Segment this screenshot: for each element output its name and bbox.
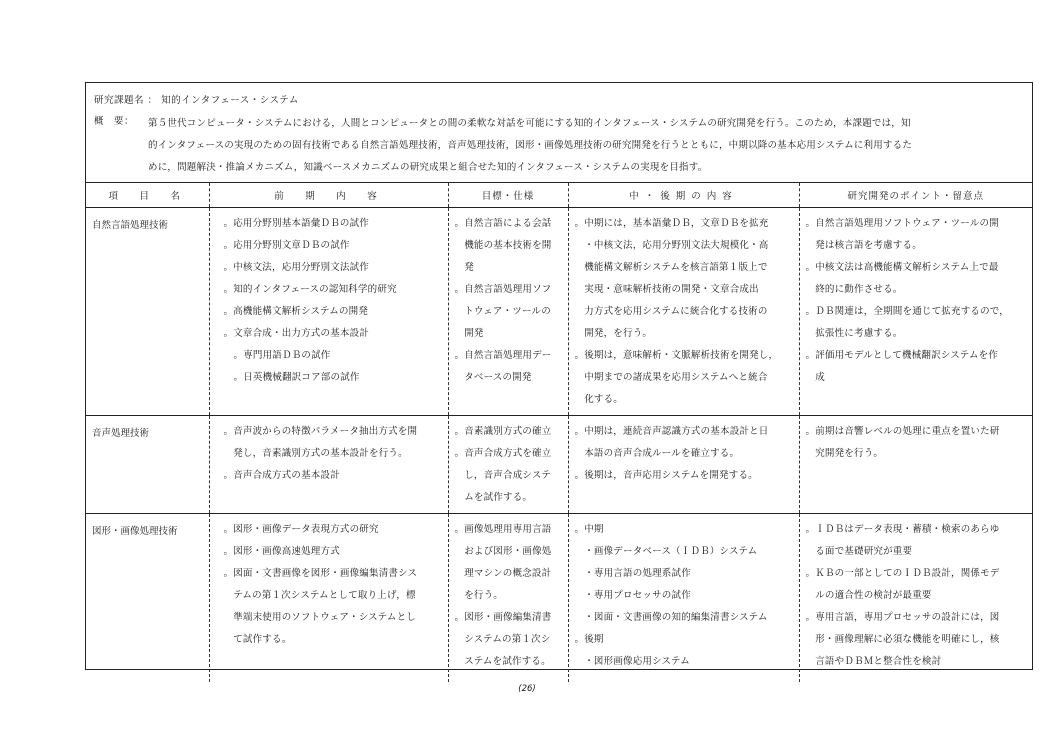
early-content-line: 。音声波からの特徴パラメータ抽出方式を開 — [223, 426, 418, 437]
later-content-line: 力方式を応用システムに統合化する技術の — [574, 306, 768, 317]
early-content-line: 準端末使用のソフトウェア・システムとし — [223, 612, 416, 623]
early-content-line: 。中核文法，応用分野別文法試作 — [223, 262, 370, 273]
target-spec-line: 。図形・画像編集清書 — [454, 612, 552, 623]
later-content-cell — [568, 416, 799, 514]
target-spec-cell — [448, 208, 568, 416]
key-points-cell — [799, 514, 1032, 682]
later-content-line: 。中期 — [574, 524, 604, 535]
table-row — [86, 514, 1032, 682]
target-spec-line: タベースの開発 — [454, 372, 532, 383]
key-points-line: 発は核言語を考慮する。 — [805, 240, 922, 251]
research-title-value: 知的インタフェース・システム — [161, 95, 299, 106]
col-header-early: 前 期 内 容 — [209, 183, 448, 208]
overview-line: 第５世代コンピュータ・システムにおける，人間とコンピュータとの間の柔軟な対話を可能にする知的インタフェース・システムの研究開発を行う。このため，本課題では，知 — [148, 118, 911, 129]
later-content-line: 。中期には，基本語彙ＤＢ，文章ＤＢを拡充 — [574, 218, 769, 229]
target-spec-cell — [448, 514, 568, 682]
key-points-line: 言語やＤＢＭと整合性を検討 — [805, 656, 942, 667]
later-content-line: ・図形画像応用システム — [574, 656, 690, 667]
later-content-line: 実現・意味解析技術の開発・文章合成出 — [574, 284, 759, 295]
target-spec-line: システムの第１次シ — [454, 634, 551, 645]
key-points-cell — [799, 208, 1032, 416]
target-spec-line: を行う。 — [454, 590, 504, 601]
key-points-line: 終的に動作させる。 — [805, 284, 903, 295]
key-points-line: 。自然言語処理用ソフトウェア・ツールの開 — [805, 218, 999, 229]
later-content-line: 。後期 — [574, 634, 604, 645]
early-content-line: 。図形・画像データ表現方式の研究 — [223, 524, 379, 535]
key-points-line: 形・画像理解に必須な機能を明確にし，核 — [805, 634, 1000, 645]
later-content-line: 中期までの諸成果を応用システムへと統合 — [574, 372, 768, 383]
early-content-line: 発し，音素識別方式の基本設計を行う。 — [223, 448, 408, 459]
key-points-line: 。ＤＢ関連は，全期間を通じて拡充するので， — [805, 306, 1010, 317]
target-spec-line: ムを試作する。 — [454, 492, 533, 503]
target-spec-line: 。画像処理用専用言語 — [454, 524, 552, 535]
early-content-line: 。応用分野別基本語彙ＤＢの試作 — [223, 218, 370, 229]
target-spec-line: 発 — [454, 262, 474, 273]
early-content-cell — [209, 208, 448, 416]
early-content-line: 。応用分野別文章ＤＢの試作 — [223, 240, 350, 251]
later-content-line: 。後期は，音声応用システムを開発する。 — [574, 470, 758, 481]
key-points-line: 。前期は音響レベルの処理に重点を置いた研 — [805, 426, 1000, 437]
key-points-line: 。中核文法は高機能構文解析システム上で最 — [805, 262, 999, 273]
key-points-line: 成 — [805, 372, 825, 383]
later-content-line: 開発，を行う。 — [574, 328, 653, 339]
early-content-line: 。知的インタフェースの認知科学的研究 — [223, 284, 397, 295]
early-content-cell — [209, 416, 448, 514]
key-points-line: 究開発を行う。 — [805, 448, 884, 459]
topic-label: 自然言語処理技術 — [92, 220, 169, 231]
early-content-line: 。図面・文書画像を図形・画像編集清書シス — [223, 568, 418, 579]
early-content-line: 。音声合成方式の基本設計 — [223, 470, 340, 481]
target-spec-line: 理マシンの概念設計 — [454, 568, 552, 579]
key-points-line: 。ＫＢの一部としてのＩＤＢ設計，関係モデ — [805, 568, 1000, 579]
overview-label: 概 要： — [94, 116, 135, 127]
research-title-separator: ： — [147, 95, 158, 106]
key-points-line: 拡張性に考慮する。 — [805, 328, 903, 339]
table-row — [86, 416, 1032, 514]
later-content-line: ・専用プロセッサの試作 — [574, 590, 691, 601]
overview-line: 的インタフェースの実現のための固有技術である自然言語処理技術，音声処理技術，図形・画像処理技術の研究開発を行うとともに，中期以降の基本応用システムに利用するた — [148, 140, 913, 151]
later-content-line: 化する。 — [574, 394, 624, 405]
topic-cell — [86, 208, 209, 416]
target-spec-line: 。自然言語処理用ソフ — [454, 284, 552, 295]
early-content-line: 。日英機械翻訳コア部の試作 — [233, 372, 360, 383]
table-row — [86, 208, 1032, 416]
topic-cell — [86, 416, 209, 514]
target-spec-line: および図形・画像処 — [454, 546, 552, 557]
topic-cell — [86, 514, 209, 682]
later-content-line: ・画像データベース（ＩＤＢ）システム — [574, 546, 758, 557]
early-content-line: 。文章合成・出力方式の基本設計 — [223, 328, 370, 339]
early-content-line: て試作する。 — [223, 634, 292, 645]
target-spec-cell — [448, 416, 568, 514]
early-content-line: 。専門用語ＤＢの試作 — [233, 350, 331, 361]
target-spec-line: トウェア・ツールの — [454, 306, 551, 317]
target-spec-line: ステムを試作する。 — [454, 656, 551, 667]
key-points-line: 。ＩＤＢはデータ表現・蓄積・検索のあらゆ — [805, 524, 1000, 535]
later-content-line: 本語の音声合成ルールを確立する。 — [574, 448, 740, 459]
col-header-points: 研究開発のポイント・留意点 — [799, 183, 1032, 208]
key-points-line: る面で基礎研究が重要 — [805, 546, 913, 557]
early-content-line: テムの第１次システムとして取り上げ，標 — [223, 590, 416, 601]
table-body — [86, 208, 1032, 682]
col-header-later: 中・後期の内容 — [568, 183, 799, 208]
key-points-line: 。専用言語，専用プロセッサの設計には，図 — [805, 612, 1000, 623]
topic-label: 図形・画像処理技術 — [92, 526, 178, 537]
key-points-line: 。評価用モデルとして機械翻訳システムを作 — [805, 350, 999, 361]
later-content-line: 機能構文解析システムを核言語第１版上で — [574, 262, 768, 273]
research-title-row — [94, 92, 299, 106]
target-spec-line: 。音声合成方式を確立 — [454, 448, 552, 459]
col-header-target: 目標・仕様 — [448, 183, 568, 208]
target-spec-line: し，音声合成システ — [454, 470, 552, 481]
target-spec-line: 。自然言語処理用デー — [454, 350, 552, 361]
target-spec-line: 機能の基本技術を開 — [454, 240, 552, 251]
later-content-line: 。後期は，意味解析・文脈解析技術を開発し， — [574, 350, 779, 361]
early-content-line: 。高機能構文解析システムの開発 — [223, 306, 369, 317]
key-points-line: ルの適合性の検討が最重要 — [805, 590, 932, 601]
overview-text — [148, 113, 1026, 179]
later-content-line: ・中核文法，応用分野別文法大規模化・高 — [574, 240, 769, 251]
target-spec-line: 。音素識別方式の確立 — [454, 426, 552, 437]
later-content-line: ・専用言語の処理系試作 — [574, 568, 691, 579]
page-number: (26) — [518, 684, 536, 694]
key-points-cell — [799, 416, 1032, 514]
plan-table — [86, 183, 1032, 682]
target-spec-line: 開発 — [454, 328, 484, 339]
later-content-cell — [568, 514, 799, 682]
later-content-line: 。中期は，連続音声認識方式の基本設計と日 — [574, 426, 769, 437]
early-content-line: 。図形・画像高速処理方式 — [223, 546, 340, 557]
document-header — [86, 83, 1032, 183]
table-header-row — [86, 183, 1032, 208]
col-header-item: 項 目 名 — [86, 183, 209, 208]
later-content-line: ・図面・文書画像の知的編集清書システム — [574, 612, 768, 623]
topic-label: 音声処理技術 — [92, 428, 150, 439]
document-frame — [85, 82, 1033, 670]
later-content-cell — [568, 208, 799, 416]
early-content-cell — [209, 514, 448, 682]
overview-line: めに，問題解決・推論メカニズム，知識ベースメカニズムの研究成果と組合せた知的インタフェース・システムの実現を目指す。 — [148, 162, 708, 173]
target-spec-line: 。自然言語による会話 — [454, 218, 552, 229]
research-title-label: 研究課題名 — [94, 95, 145, 106]
